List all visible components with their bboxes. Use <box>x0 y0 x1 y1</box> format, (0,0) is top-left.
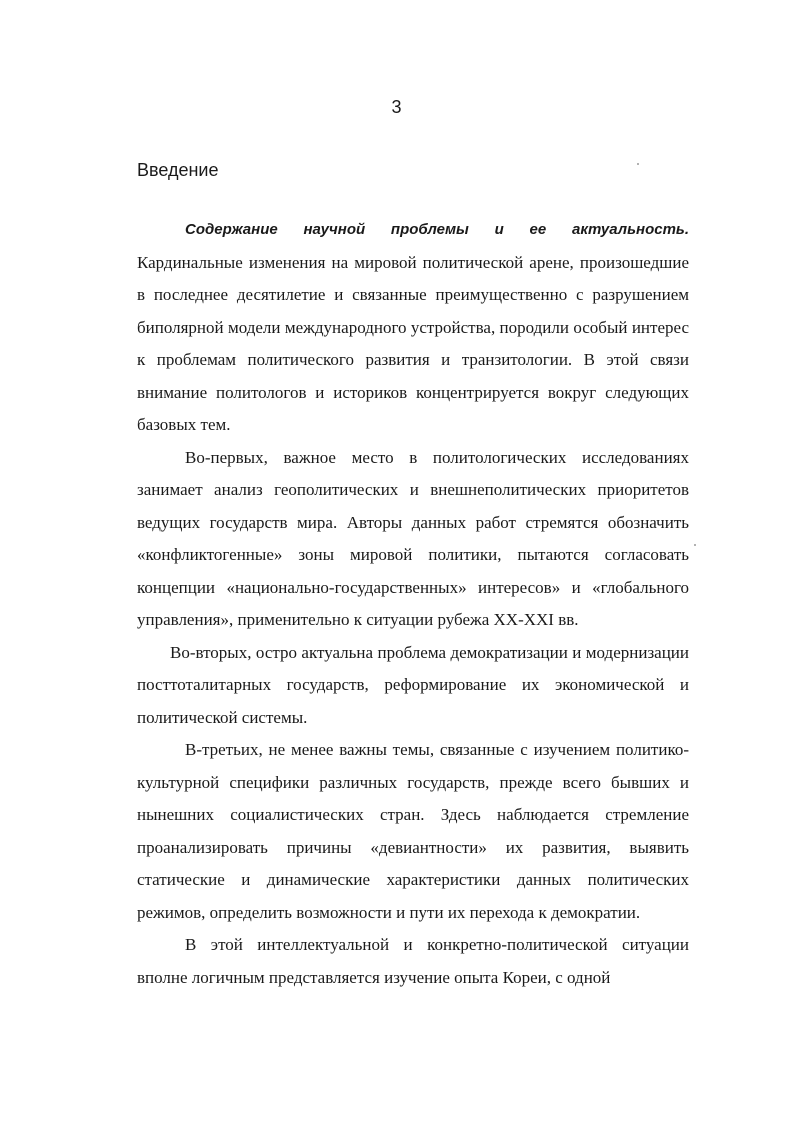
paragraph-lead: Содержание научной проблемы и ее актуальность. <box>185 221 689 238</box>
scan-speck <box>694 544 696 546</box>
paragraph-3: Во-вторых, остро актуальна проблема демократизации и модернизации посттоталитарных государств, реформирование их экономической и политической системы. <box>137 642 689 727</box>
section-heading: Введение <box>137 160 219 180</box>
body-text <box>137 213 689 994</box>
page-number: 3 <box>391 97 402 117</box>
scan-speck <box>637 163 639 165</box>
paragraph-4: В-третьих, не менее важны темы, связанные с изучением политико-культурной специфики различных государств, прежде всего бывших и нынешних социалистических стран. Здесь наблюдается стремление проанализировать причины «девиантности» их развития, выявить статические и динамические характеристики данных политических режимов, определить возможности и пути их перехода к демократии. <box>137 740 689 922</box>
paragraph-text: Кардинальные изменения на мировой политической арене, произошедшие в последнее десятилетие и связанные преимущественно с разрушением биполярной модели международного устройства, породили особый интерес к проблемам политического развития и транзитологии. В этой связи внимание политологов и историков концентрируется вокруг следующих базовых тем. <box>137 252 689 434</box>
paragraph-5: В этой интеллектуальной и конкретно-политической ситуации вполне логичным представляется изучение опыта Кореи, с одной <box>137 935 689 987</box>
paragraph-2: Во-первых, важное место в политологических исследованиях занимает анализ геополитических и внешнеполитических приоритетов ведущих государств мира. Авторы данных работ стремятся обозначить «конфликтогенные» зоны мировой политики, пытаются согласовать концепции «национально-государственных» интересов» и «глобального управления», применительно к ситуации рубежа XX-XXI вв. <box>137 447 689 629</box>
paragraph-1 <box>137 213 689 442</box>
